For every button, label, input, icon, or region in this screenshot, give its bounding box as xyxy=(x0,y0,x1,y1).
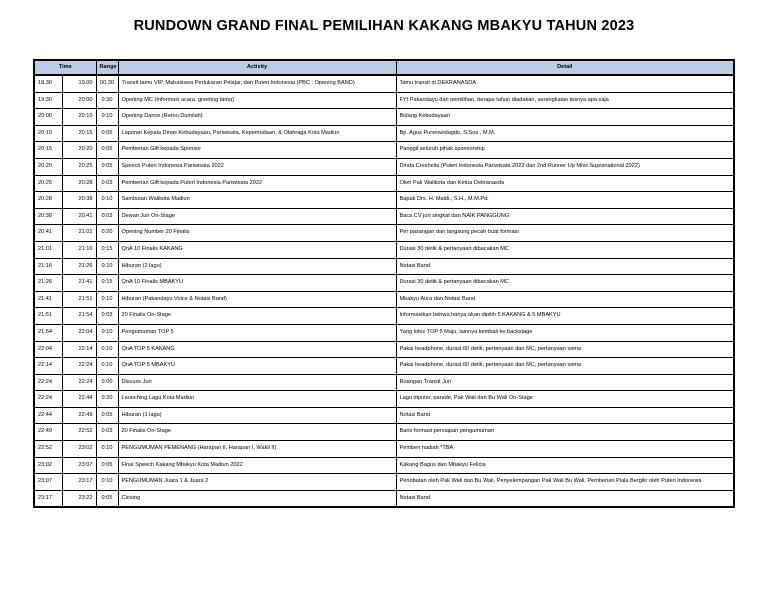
row-activity: PENGUMUMAN PEMENANG (Harapan II, Harapan I, Wakil II) xyxy=(118,441,396,458)
row-range: 0:03 xyxy=(96,208,118,225)
row-start-time: 18.30 xyxy=(34,75,62,92)
row-range: 0:05 xyxy=(96,490,118,507)
header-time: Time xyxy=(34,60,96,75)
table-row xyxy=(34,225,734,242)
row-range: 0:10 xyxy=(96,109,118,126)
table-row xyxy=(34,374,734,391)
row-start-time: 23:02 xyxy=(34,457,62,474)
row-detail: Baris formasi persiapan pengumuman xyxy=(396,424,734,441)
row-end-time: 23:02 xyxy=(62,441,96,458)
row-activity: Pemberian Gift kepada Sponsor xyxy=(118,142,396,159)
row-activity: PENGUMUMAN Juara 1 & Juara 2 xyxy=(118,474,396,491)
row-activity: QnA TOP 5 KAKANG xyxy=(118,341,396,358)
row-detail: Kakang Bagus dan Mbakyu Felicia xyxy=(396,457,734,474)
row-end-time: 20:15 xyxy=(62,125,96,142)
row-range: 0:03 xyxy=(96,175,118,192)
row-range: 00.30 xyxy=(96,75,118,92)
row-range: 0:10 xyxy=(96,474,118,491)
table-row xyxy=(34,125,734,142)
header-range: Range xyxy=(96,60,118,75)
row-detail: Per pasangan dan langsung pecah buat formasi xyxy=(396,225,734,242)
row-range: 0:03 xyxy=(96,308,118,325)
row-range: 0:15 xyxy=(96,275,118,292)
row-range: 0:20 xyxy=(96,391,118,408)
row-start-time: 21:16 xyxy=(34,258,62,275)
table-row xyxy=(34,241,734,258)
table-row xyxy=(34,407,734,424)
row-range: 0:30 xyxy=(96,92,118,109)
row-end-time: 20:41 xyxy=(62,208,96,225)
row-detail: Notasi Band xyxy=(396,258,734,275)
row-end-time: 22:44 xyxy=(62,391,96,408)
row-start-time: 20:10 xyxy=(34,125,62,142)
row-activity: Pengumuman TOP 5 xyxy=(118,324,396,341)
row-detail: FYI Pakandayu dan pemilihan, berapa tahun diadakan, serangkaian tesnya apa saja xyxy=(396,92,734,109)
row-end-time: 21:01 xyxy=(62,225,96,242)
table-row xyxy=(34,324,734,341)
row-range: 0:00 xyxy=(96,374,118,391)
row-end-time: 21:51 xyxy=(62,291,96,308)
row-range: 0:10 xyxy=(96,291,118,308)
row-start-time: 20:15 xyxy=(34,142,62,159)
row-end-time: 20:10 xyxy=(62,109,96,126)
row-detail: Pemberi hadiah *TBA xyxy=(396,441,734,458)
row-activity: Opening MC (Informasi acara, greeting tamu) xyxy=(118,92,396,109)
row-detail: Penobatan oleh Pak Wali dan Bu Wali, Penyelempangan Pak Wali Bu Wali, Pemberian Piala Bergilir oleh Puteri Indonesia xyxy=(396,474,734,491)
table-row xyxy=(34,192,734,209)
rundown-table xyxy=(33,59,735,508)
table-row xyxy=(34,258,734,275)
row-detail: Dinda Cresheila (Puteri Indonesia Pariwisata 2022 dan 2nd Runner Up Miss Supranational 2022) xyxy=(396,158,734,175)
row-activity: 20 Finalis On-Stage xyxy=(118,308,396,325)
row-detail: Durasi 30 detik & pertanyaan dibacakan MC xyxy=(396,241,734,258)
row-range: 0:10 xyxy=(96,358,118,375)
table-row xyxy=(34,308,734,325)
row-detail: Bidang Kebudayaan xyxy=(396,109,734,126)
row-end-time: 22:52 xyxy=(62,424,96,441)
table-row xyxy=(34,490,734,507)
row-start-time: 22:04 xyxy=(34,341,62,358)
row-start-time: 20:20 xyxy=(34,158,62,175)
table-row xyxy=(34,474,734,491)
row-detail: Notasi Band xyxy=(396,490,734,507)
row-end-time: 23:22 xyxy=(62,490,96,507)
row-detail: Pakai headphone, durasi 60 detik, pertanyaan dari MC, pertanyaan sama xyxy=(396,358,734,375)
row-end-time: 22:24 xyxy=(62,358,96,375)
row-activity: Speech Puteri Indonesia Pariwisata 2022 xyxy=(118,158,396,175)
row-start-time: 22:24 xyxy=(34,374,62,391)
table-row xyxy=(34,158,734,175)
row-activity: Laporan Kepala Dinas Kebudayaan, Pariwisata, Kepemudaan, & Olahraga Kota Madiun xyxy=(118,125,396,142)
row-end-time: 20:25 xyxy=(62,158,96,175)
row-end-time: 22:14 xyxy=(62,341,96,358)
row-end-time: 21:41 xyxy=(62,275,96,292)
row-activity: Hiburan (1 lagu) xyxy=(118,407,396,424)
table-row xyxy=(34,275,734,292)
row-range: 0:05 xyxy=(96,142,118,159)
row-start-time: 23:07 xyxy=(34,474,62,491)
row-start-time: 19:30 xyxy=(34,92,62,109)
row-activity: Opening Dance (Retno Dumilah) xyxy=(118,109,396,126)
table-row xyxy=(34,208,734,225)
row-end-time: 23:17 xyxy=(62,474,96,491)
row-detail: Baca CV juri singkat dan NAIK PANGGUNG xyxy=(396,208,734,225)
row-activity: Hiburan (2 lagu) xyxy=(118,258,396,275)
row-range: 0:05 xyxy=(96,457,118,474)
table-header-row xyxy=(34,60,734,75)
row-range: 0:10 xyxy=(96,341,118,358)
row-detail: Bapak Drs. H. Maidi., S.H., M.M.Pd. xyxy=(396,192,734,209)
row-end-time: 22:24 xyxy=(62,374,96,391)
row-range: 0:03 xyxy=(96,424,118,441)
row-activity: Sambutan Walikota Madiun xyxy=(118,192,396,209)
row-range: 0:20 xyxy=(96,225,118,242)
row-detail: Panggil seluruh pihak sponsorship xyxy=(396,142,734,159)
table-row xyxy=(34,109,734,126)
row-activity: Opening Number 20 Finalis xyxy=(118,225,396,242)
row-detail: Bp. Agus Purwowidagdo, S.Sos., M.M. xyxy=(396,125,734,142)
table-row xyxy=(34,75,734,92)
row-range: 0:05 xyxy=(96,407,118,424)
row-end-time: 21:26 xyxy=(62,258,96,275)
row-start-time: 22:24 xyxy=(34,391,62,408)
row-start-time: 21:51 xyxy=(34,308,62,325)
row-end-time: 20:38 xyxy=(62,192,96,209)
row-detail: Durasi 30 detik & pertanyaan dibacakan MC xyxy=(396,275,734,292)
row-range: 0:10 xyxy=(96,192,118,209)
row-start-time: 20:00 xyxy=(34,109,62,126)
table-row xyxy=(34,457,734,474)
row-activity: Discuss Juri xyxy=(118,374,396,391)
row-end-time: 20:20 xyxy=(62,142,96,159)
row-range: 0:10 xyxy=(96,324,118,341)
row-start-time: 22:49 xyxy=(34,424,62,441)
row-detail: Tamu transit di DEKRANASDA xyxy=(396,75,734,92)
row-start-time: 21:54 xyxy=(34,324,62,341)
row-activity: 20 Finalis On-Stage xyxy=(118,424,396,441)
table-row xyxy=(34,291,734,308)
row-activity: Final Speech Kakang Mbakyu Kota Madiun 2022 xyxy=(118,457,396,474)
row-activity: QnA TOP 5 MBAKYU xyxy=(118,358,396,375)
table-row xyxy=(34,424,734,441)
row-start-time: 21:41 xyxy=(34,291,62,308)
row-start-time: 20:28 xyxy=(34,192,62,209)
row-range: 0:15 xyxy=(96,241,118,258)
row-activity: Hiburan (Pakandayu Voice & Notasi Band) xyxy=(118,291,396,308)
row-activity: Pemberian Gift kepada Puteri Indonesia Pariwisata 2022 xyxy=(118,175,396,192)
row-start-time: 20:41 xyxy=(34,225,62,242)
row-start-time: 20:38 xyxy=(34,208,62,225)
table-row xyxy=(34,358,734,375)
table-row xyxy=(34,92,734,109)
table-row xyxy=(34,341,734,358)
row-detail: Yang lolos TOP 5 Maju, lainnya kembali ke backstage xyxy=(396,324,734,341)
row-activity: Launching Lagu Kota Madiun xyxy=(118,391,396,408)
row-end-time: 21:16 xyxy=(62,241,96,258)
row-end-time: 20:00 xyxy=(62,92,96,109)
row-detail: Lagu diputar, parade, Pak Wali dan Bu Wali On-Stage xyxy=(396,391,734,408)
row-detail: Notasi Band xyxy=(396,407,734,424)
row-detail: Informasikan bahwa hanya akan dipilih 5 KAKANG & 5 MBAKYU xyxy=(396,308,734,325)
row-start-time: 21:26 xyxy=(34,275,62,292)
row-start-time: 23:17 xyxy=(34,490,62,507)
table-row xyxy=(34,175,734,192)
header-detail: Detail xyxy=(396,60,734,75)
row-range: 0:10 xyxy=(96,258,118,275)
row-start-time: 22:14 xyxy=(34,358,62,375)
row-end-time: 21:54 xyxy=(62,308,96,325)
row-start-time: 20:25 xyxy=(34,175,62,192)
row-start-time: 22:52 xyxy=(34,441,62,458)
row-detail: Pakai headphone, durasi 60 detik, pertanyaan dari MC, pertanyaan sama xyxy=(396,341,734,358)
row-detail: Oleh Pak Walikota dan Ketua Dekranasda xyxy=(396,175,734,192)
row-activity: QnA 10 Finalis KAKANG xyxy=(118,241,396,258)
table-row xyxy=(34,391,734,408)
row-activity: QnA 10 Finalis MBAKYU xyxy=(118,275,396,292)
header-activity: Activity xyxy=(118,60,396,75)
page-title: RUNDOWN GRAND FINAL PEMILIHAN KAKANG MBAKYU TAHUN 2023 xyxy=(133,18,635,34)
row-detail: Mbakyu Aura dan Notasi Band xyxy=(396,291,734,308)
row-end-time: 22:49 xyxy=(62,407,96,424)
row-end-time: 23:07 xyxy=(62,457,96,474)
row-start-time: 22:44 xyxy=(34,407,62,424)
row-activity: Closing xyxy=(118,490,396,507)
row-activity: Transit tamu VIP, Mahasiswa Perlukaran Pelajar, dan Puteri Indonesia (PBC : Opening BAND) xyxy=(118,75,396,92)
row-start-time: 21:01 xyxy=(34,241,62,258)
row-detail: Ruangan Transit Juri xyxy=(396,374,734,391)
table-row xyxy=(34,142,734,159)
row-range: 0:10 xyxy=(96,441,118,458)
row-range: 0:05 xyxy=(96,125,118,142)
table-row xyxy=(34,441,734,458)
row-end-time: 19.00 xyxy=(62,75,96,92)
row-end-time: 20:28 xyxy=(62,175,96,192)
row-activity: Dewan Juri On-Stage xyxy=(118,208,396,225)
row-range: 0:05 xyxy=(96,158,118,175)
row-end-time: 22:04 xyxy=(62,324,96,341)
